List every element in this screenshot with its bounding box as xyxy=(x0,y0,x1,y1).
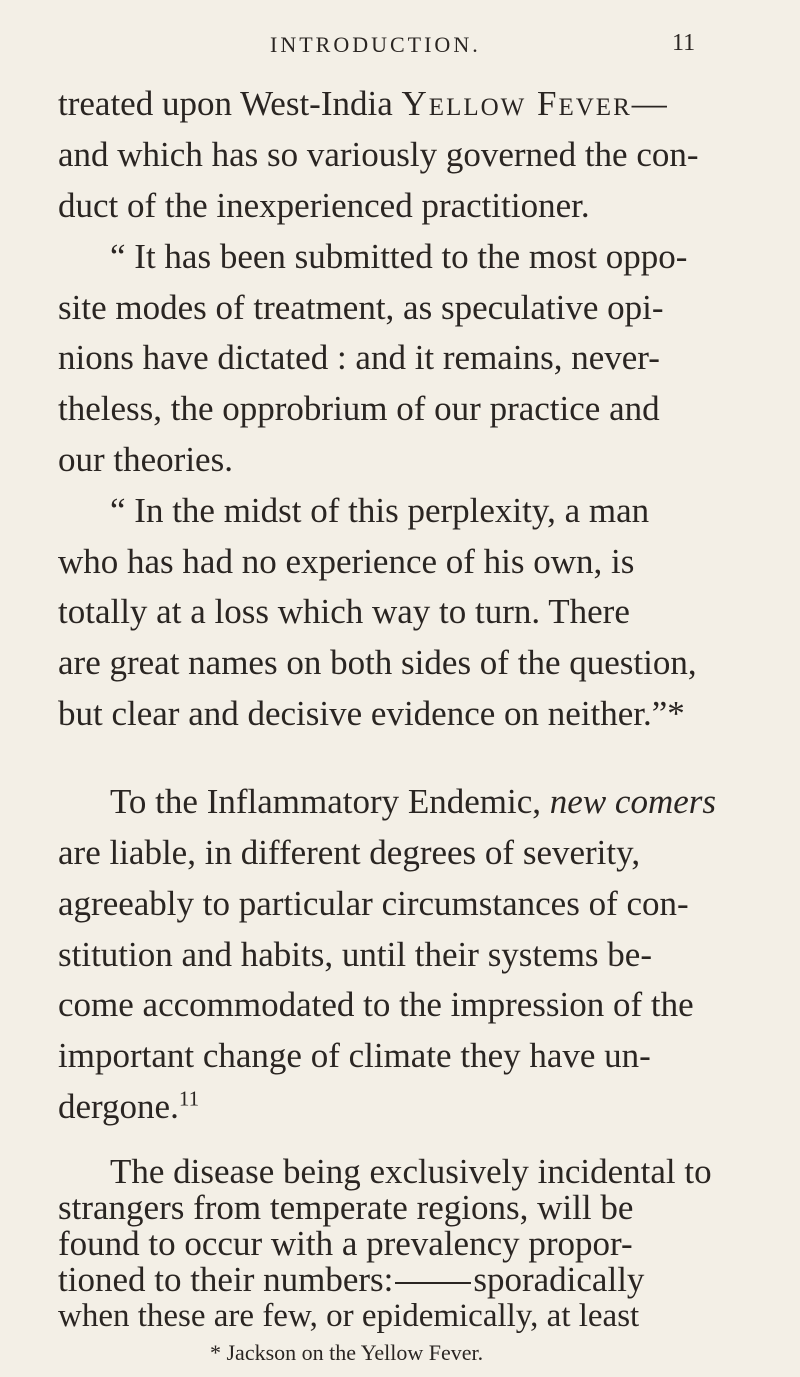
text-line: “ In the midst of this perplexity, a man xyxy=(110,491,650,530)
text-line: “ It has been submitted to the most oppo- xyxy=(110,237,688,276)
em-rule xyxy=(395,1282,471,1284)
small-caps-term: Yellow Fever xyxy=(401,84,632,123)
text-line xyxy=(58,1260,644,1300)
page-number: 11 xyxy=(672,30,696,56)
text-line: come accommodated to the impression of the xyxy=(58,985,694,1024)
text-line xyxy=(58,1087,199,1127)
reference-superscript: 11 xyxy=(178,1086,200,1111)
text-line: found to occur with a prevalency propor- xyxy=(58,1224,633,1263)
text-line: totally at a loss which way to turn. There xyxy=(58,592,630,631)
text-line: nions have dictated : and it remains, never- xyxy=(58,338,660,377)
text-line: site modes of treatment, as speculative opi- xyxy=(58,288,664,327)
text-line: stitution and habits, until their systems be- xyxy=(58,935,652,974)
text-span: sporadically xyxy=(473,1260,645,1299)
text-line xyxy=(58,84,667,124)
text-line: but clear and decisive evidence on neither.”* xyxy=(58,694,685,733)
text-line: agreeably to particular circumstances of con- xyxy=(58,884,689,923)
text-line: theless, the opprobrium of our practice and xyxy=(58,389,660,428)
text-line: are liable, in different degrees of severity, xyxy=(58,833,641,872)
text-line: are great names on both sides of the question, xyxy=(58,643,697,682)
text-span: To the Inflammatory Endemic, xyxy=(110,782,550,821)
text-line: strangers from temperate regions, will be xyxy=(58,1188,634,1227)
text-line: The disease being exclusively incidental to xyxy=(110,1152,712,1191)
running-header: INTRODUCTION. xyxy=(270,32,481,57)
text-line: and which has so variously governed the con- xyxy=(58,135,699,174)
footnote: * Jackson on the Yellow Fever. xyxy=(210,1340,484,1365)
text-line: when these are few, or epidemically, at least xyxy=(58,1298,640,1334)
text-line: who has had no experience of his own, is xyxy=(58,542,635,581)
text-line: duct of the inexperienced practitioner. xyxy=(58,186,590,225)
text-span: tioned to their numbers: xyxy=(58,1260,394,1299)
italic-term: new comers xyxy=(549,782,716,821)
text-line xyxy=(110,782,716,822)
text-line: important change of climate they have un- xyxy=(58,1036,651,1075)
text-span: — xyxy=(631,84,667,123)
text-span: dergone. xyxy=(58,1087,179,1126)
text-line: our theories. xyxy=(58,440,233,479)
text-span: treated upon West-India xyxy=(58,84,402,123)
